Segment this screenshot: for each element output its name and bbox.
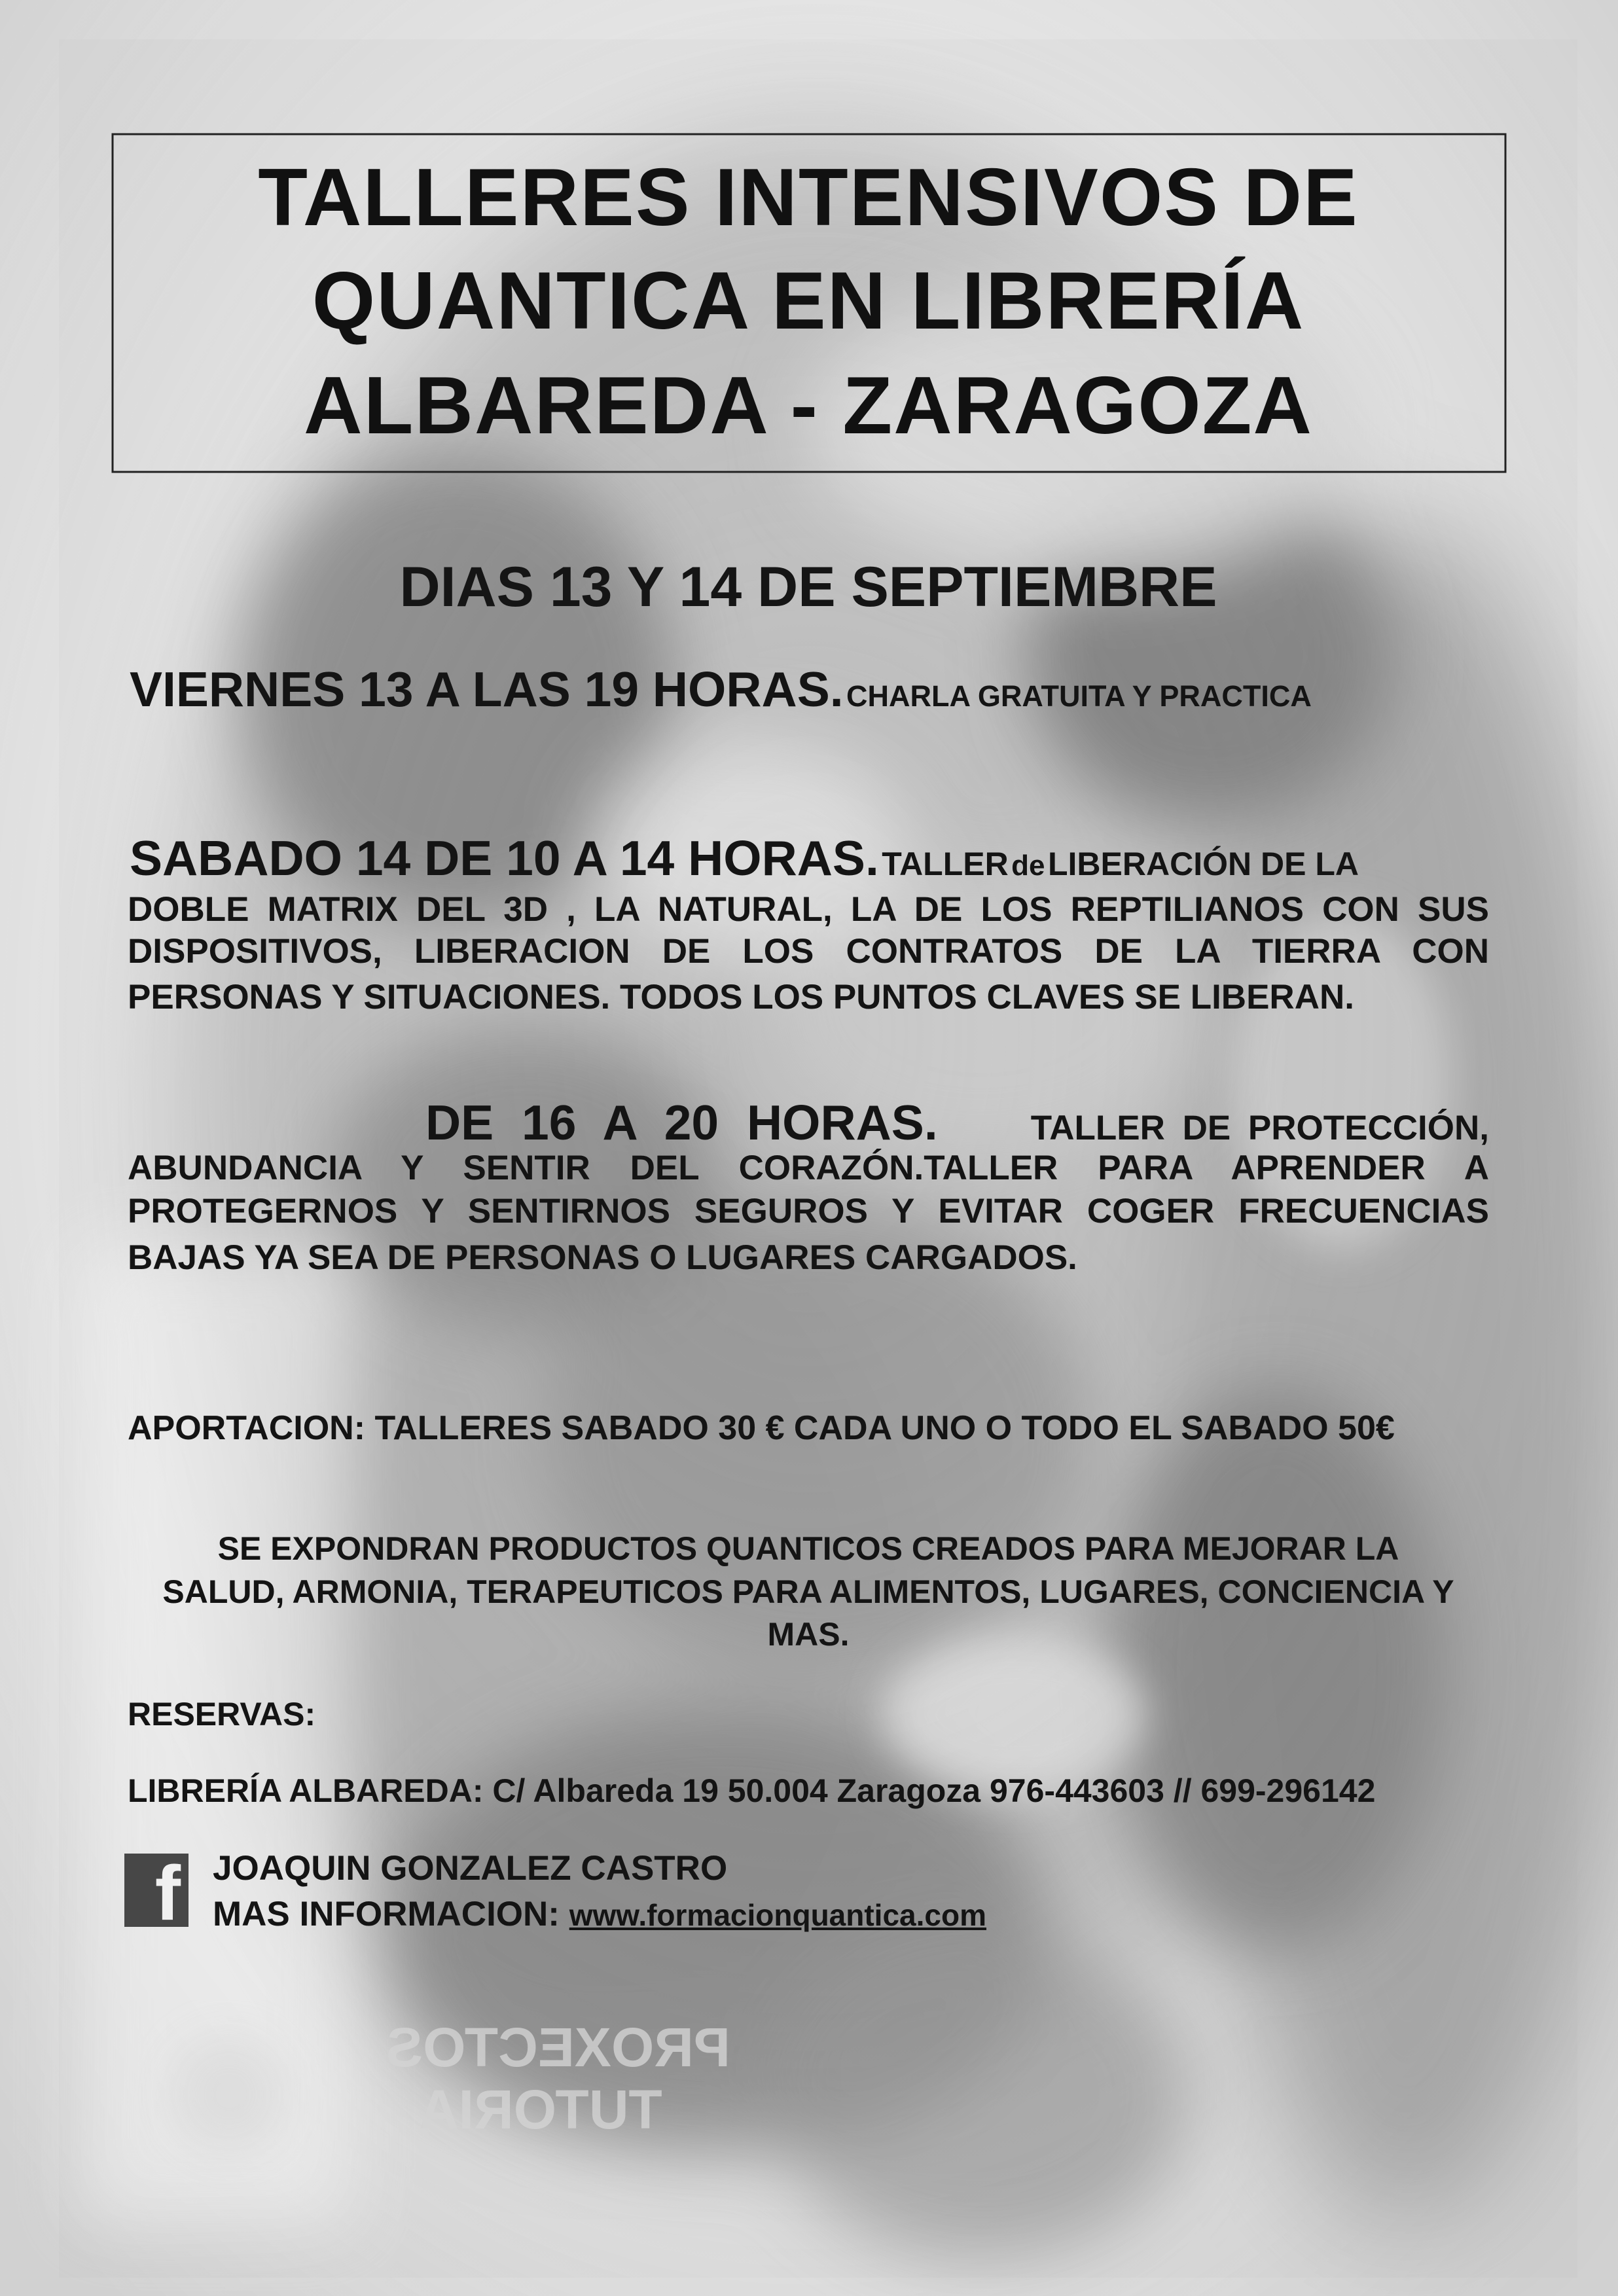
saturday-morning-line-3: DISPOSITIVOS, LIBERACION DE LOS CONTRATOS DE LA TIERRA CON (128, 932, 1489, 971)
organizer-name: JOAQUIN GONZALEZ CASTRO (213, 1849, 728, 1888)
price-info: APORTACION: TALLERES SABADO 30 € CADA UNO O TODO EL SABADO 50€ (128, 1409, 1395, 1447)
saturday-morning-schedule (130, 830, 1359, 886)
saturday-morning-note-lead: TALLER (882, 846, 1009, 882)
saturday-morning-note-de: de (1011, 850, 1045, 882)
saturday-morning-line-2: DOBLE MATRIX DEL 3D , LA NATURAL, LA DE LOS REPTILIANOS CON SUS (128, 890, 1489, 929)
saturday-morning-line-4: PERSONAS Y SITUACIONES. TODOS LOS PUNTOS CLAVES SE LIBERAN. (128, 978, 1354, 1016)
event-dates: DIAS 13 Y 14 DE SEPTIEMBRE (399, 556, 1217, 619)
saturday-afternoon-line-3: PROTEGERNOS Y SENTIRNOS SEGUROS Y EVITAR COGER FRECUENCIAS (128, 1192, 1489, 1230)
title-line-3: ALBAREDA - ZARAGOZA (304, 361, 1313, 451)
friday-head: VIERNES 13 A LAS 19 HORAS. (130, 662, 844, 717)
facebook-icon-glyph: f (154, 1850, 181, 1937)
show-through-text-2: TUTORIA (419, 2079, 662, 2140)
website-link[interactable]: www.formacionquantica.com (569, 1898, 986, 1932)
title-line-1: TALLERES INTENSIVOS DE (258, 152, 1359, 243)
friday-note: CHARLA GRATUITA Y PRACTICA (846, 679, 1312, 713)
saturday-morning-head: SABADO 14 DE 10 A 14 HORAS. (130, 831, 879, 886)
saturday-afternoon-schedule (425, 1094, 1489, 1151)
show-through-text-1: PROXECTOS (386, 2017, 730, 2078)
saturday-afternoon-note: TALLER DE PROTECCIÓN, (1030, 1109, 1489, 1147)
bookstore-contact: LIBRERÍA ALBAREDA: C/ Albareda 19 50.004 Zaragoza 976-443603 // 699-296142 (128, 1772, 1376, 1809)
products-line-1: SE EXPONDRAN PRODUCTOS QUANTICOS CREADOS PARA MEJORAR LA (217, 1530, 1399, 1567)
products-line-3: MAS. (767, 1616, 850, 1653)
more-info-label: MAS INFORMACION: (213, 1895, 560, 1933)
saturday-morning-note-rest: LIBERACIÓN DE LA (1047, 846, 1359, 882)
title-line-2: QUANTICA EN LIBRERÍA (312, 256, 1305, 346)
more-info-line (213, 1894, 986, 1934)
saturday-afternoon-head: DE 16 A 20 HORAS. (425, 1095, 938, 1150)
products-line-2: SALUD, ARMONIA, TERAPEUTICOS PARA ALIMENTOS, LUGARES, CONCIENCIA Y (162, 1573, 1454, 1610)
saturday-afternoon-line-4: BAJAS YA SEA DE PERSONAS O LUGARES CARGADOS. (128, 1238, 1077, 1277)
friday-schedule (130, 661, 1312, 717)
saturday-afternoon-line-2: ABUNDANCIA Y SENTIR DEL CORAZÓN.TALLER PARA APRENDER A (128, 1149, 1489, 1187)
facebook-icon (124, 1850, 189, 1937)
reservations-label: RESERVAS: (128, 1696, 316, 1732)
